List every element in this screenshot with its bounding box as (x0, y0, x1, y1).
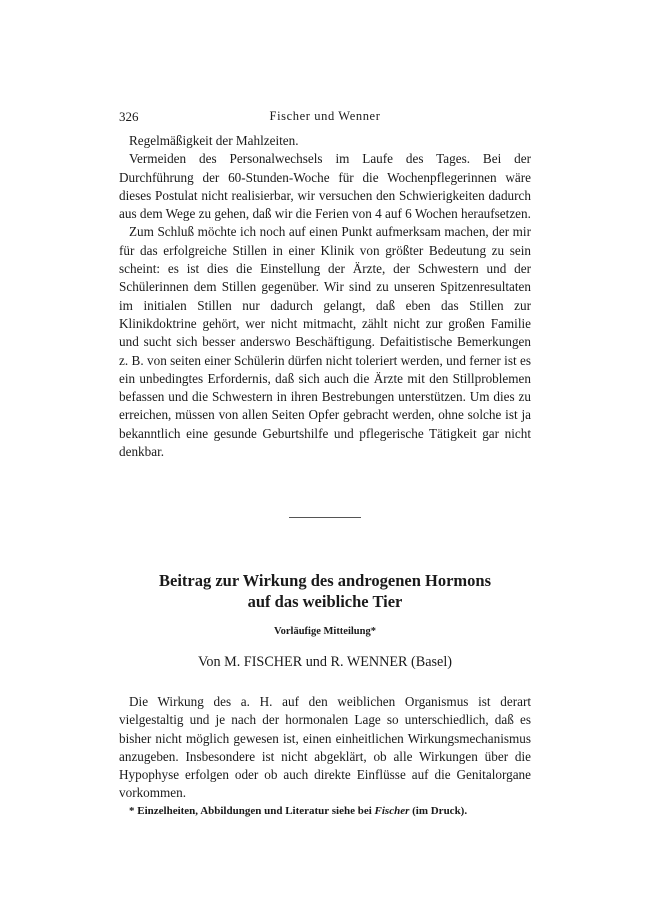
paragraph: Zum Schluß möchte ich noch auf einen Punkt aufmerksam machen, der mir für das erfolgreiche Stillen in einer Klinik von größter Bedeutung zu sein scheint: es ist dies die Einstellung der Ärzte, der Schwestern und der Schülerinnen dem Stillen gegenüber. Wir sind zu unseren Spitzenresultaten im initialen Stillen nur dadurch gelangt, daß eben das Stillen zur Klinikdoktrine gehört, wer nicht mitmacht, zählt nicht zur großen Familie und sucht sich besser anderswo Beschäftigung. Defaitistische Bemerkungen z. B. von seiten einer Schülerin dürfen nicht toleriert werden, und ferner ist es ein unbedingtes Erfordernis, daß sich auch die Ärzte mit den Stillproblemen befassen und die Schwestern in ihren Bestrebungen unterstützen. Um dies zu erreichen, müssen von allen Seiten Opfer gebracht werden, ohne solche ist ja bekanntlich eine gesunde Geburtshilfe und pflegerische Tätigkeit gar nicht denkbar. (119, 224, 531, 460)
running-title: Fischer und Wenner (269, 109, 381, 123)
article-authors: Von M. FISCHER und R. WENNER (Basel) (197, 654, 453, 670)
article-title-line: Beitrag zur Wirkung des androgenen Hormons (158, 571, 492, 590)
paragraph: Regelmäßigkeit der Mahlzeiten. (129, 133, 299, 148)
section-divider (289, 517, 361, 518)
running-head (119, 109, 531, 127)
page-number: 326 (119, 109, 139, 124)
section-previous-article-text (119, 132, 531, 461)
article-title (119, 570, 531, 612)
paragraph: Vermeiden des Personalwechsels im Laufe des Tages. Bei der Durchführung der 60-Stunden-Woche für die Wochenpflegerinnen wäre dieses Postulat nicht realisierbar, wir versuchen den Schwierigkeiten dadurch aus dem Wege zu gehen, daß wir die Ferien von 4 auf 6 Wochen heraufsetzen. (119, 151, 531, 222)
article-title-line: auf das weibliche Tier (247, 592, 403, 611)
footnote-text-end: (im Druck). (409, 805, 468, 817)
footnote (129, 805, 531, 817)
footnote-author: Fischer (374, 805, 410, 817)
article-body (119, 693, 531, 803)
paragraph: Die Wirkung des a. H. auf den weiblichen Organismus ist derart vielgestaltig und je nach der hormonalen Lage so unterschiedlich, daß es bisher nicht möglich gewesen ist, einen einheitlichen Wirkungsmechanismus anzugeben. Insbesondere ist nicht abgeklärt, ob alle Wirkungen über die Hypophyse erfolgen oder ob auch direkte Einflüsse auf die Genitalorgane vorkommen. (119, 694, 531, 801)
article-subtitle: Vorläufige Mitteilung* (274, 626, 376, 637)
footnote-text: * Einzelheiten, Abbildungen und Literatur siehe bei (129, 805, 375, 817)
